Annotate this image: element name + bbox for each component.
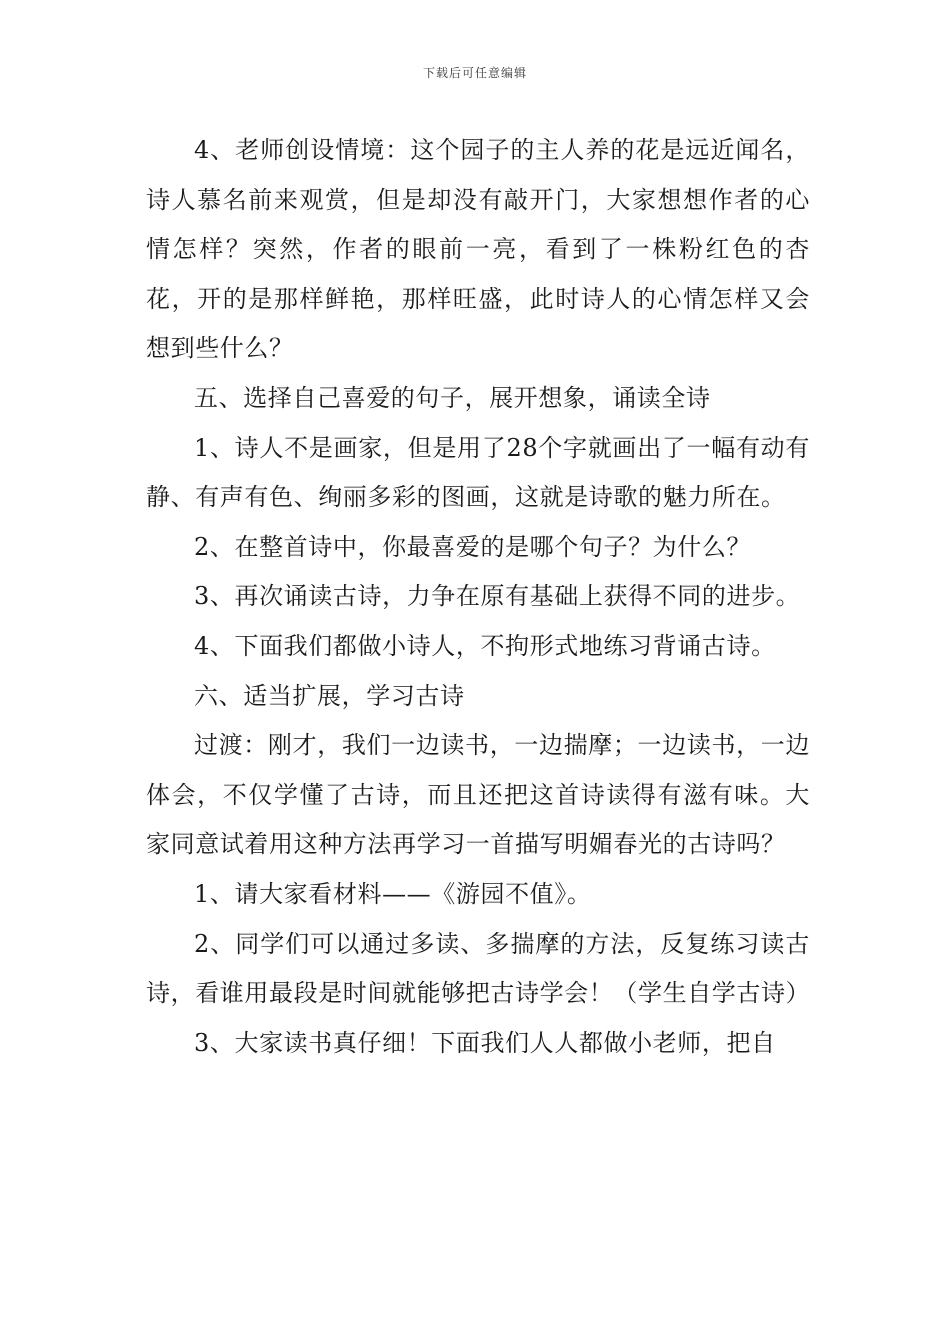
- section-heading-six: 六、适当扩展，学习古诗: [194, 681, 465, 710]
- paragraph-transition: 过渡：刚才，我们一边读书，一边揣摩；一边读书，一边体会，不仅学懂了古诗，而且还把这首诗读得有滋有味。大家同意试着用这种方法再学习一首描写明媚春光的古诗吗？: [146, 731, 810, 859]
- paragraph-poet-not-painter: 1、诗人不是画家，但是用了28个字就画出了一幅有动有静、有声有色、绚丽多彩的图画，这就是诗歌的魅力所在。: [146, 433, 810, 512]
- paragraph-material: 1、请大家看材料——《游园不值》。: [194, 879, 592, 908]
- paragraph-self-study: 2、同学们可以通过多读、多揣摩的方法，反复练习读古诗，看谁用最段是时间就能够把古诗学会！（学生自学古诗）: [146, 929, 811, 1008]
- document-body: [146, 126, 810, 1068]
- paragraph-little-poets: 4、下面我们都做小诗人，不拘形式地练习背诵古诗。: [194, 631, 776, 660]
- page-header: 下载后可任意编辑: [422, 66, 527, 80]
- paragraph-favorite-sentence: 2、在整首诗中，你最喜爱的是哪个句子？为什么？: [194, 532, 752, 561]
- paragraph-reread-poem: 3、再次诵读古诗，力争在原有基础上获得不同的进步。: [194, 582, 801, 611]
- paragraph-little-teachers: 3、大家读书真仔细！下面我们人人都做小老师，把自: [194, 1028, 776, 1057]
- paragraph-teacher-scenario: 4、老师创设情境：这个园子的主人养的花是远近闻名，诗人慕名前来观赏，但是却没有敲开门，大家想想作者的心情怎样？突然，作者的眼前一亮，看到了一株粉红色的杏花，开的是那样鲜艳，那样旺盛，此时诗人的心情怎样又会想到些什么？: [146, 136, 810, 363]
- section-heading-five: 五、选择自己喜爱的句子，展开想象，诵读全诗: [194, 383, 711, 412]
